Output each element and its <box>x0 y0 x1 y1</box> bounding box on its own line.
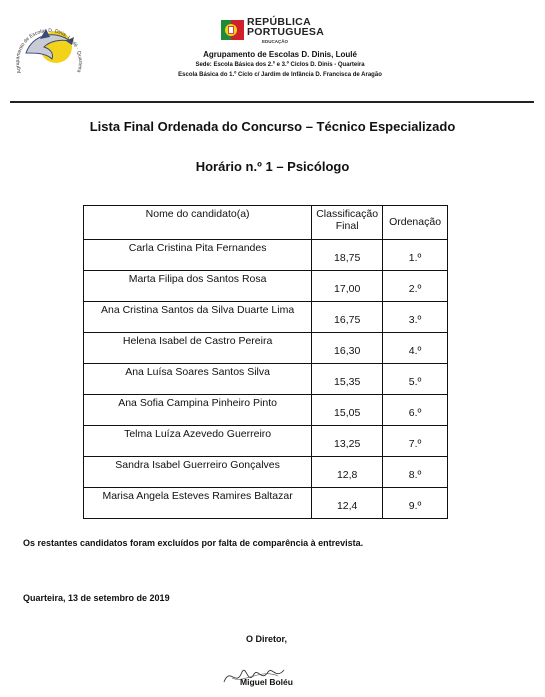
portuguese-flag-emblem-icon <box>220 16 246 44</box>
table-row <box>84 364 448 395</box>
candidate-score <box>312 240 383 271</box>
header-order <box>383 206 448 240</box>
republic-subtitle: EDUCAÇÃO <box>262 39 289 44</box>
candidate-rank <box>383 333 448 364</box>
candidate-rank <box>383 457 448 488</box>
candidate-name <box>84 240 312 271</box>
candidate-score-text: 16,30 <box>334 345 361 357</box>
school-other: Escola Básica do 1.º Ciclo c/ Jardim de Infância D. Francisca de Aragão <box>178 72 382 78</box>
candidate-name-text: Marisa Angela Esteves Ramires Baltazar <box>102 490 293 502</box>
candidate-rank <box>383 364 448 395</box>
director-name: Miguel Boléu <box>240 677 293 687</box>
republic-line-2: PORTUGUESA <box>247 26 325 38</box>
director-label: O Diretor, <box>245 634 287 644</box>
candidate-name-text: Carla Cristina Pita Fernandes <box>128 242 267 254</box>
table-row <box>84 271 448 302</box>
candidate-score-text: 13,25 <box>334 438 361 450</box>
candidate-rank <box>383 302 448 333</box>
candidate-name <box>84 271 312 302</box>
candidate-rank <box>383 488 448 519</box>
header-classification <box>312 206 383 240</box>
candidate-name-text: Ana Sofia Campina Pinheiro Pinto <box>118 397 277 409</box>
school-name: Agrupamento de Escolas D. Dinis, Loulé <box>203 50 357 59</box>
candidate-name <box>84 364 312 395</box>
candidate-score <box>312 395 383 426</box>
candidate-score-text: 17,00 <box>334 283 361 295</box>
candidate-score <box>312 302 383 333</box>
table-row <box>84 395 448 426</box>
results-table <box>83 205 448 519</box>
header-classification-line2: Final <box>335 220 359 232</box>
table-row <box>84 426 448 457</box>
table-row <box>84 333 448 364</box>
candidate-score <box>312 457 383 488</box>
header-order-label: Ordenação <box>389 216 442 228</box>
candidate-score-text: 16,75 <box>334 314 361 326</box>
candidate-rank-text: 2.º <box>408 283 422 295</box>
candidate-rank-text: 6.º <box>408 407 422 419</box>
candidate-score-text: 15,35 <box>334 376 361 388</box>
document-title: Lista Final Ordenada do Concurso – Técnico Especializado <box>89 119 456 134</box>
candidate-name-text: Sandra Isabel Guerreiro Gonçalves <box>115 459 280 471</box>
table-row <box>84 302 448 333</box>
candidate-rank <box>383 271 448 302</box>
candidate-name <box>84 488 312 519</box>
table-row <box>84 488 448 519</box>
candidate-score-text: 18,75 <box>334 252 361 264</box>
candidate-rank-text: 1.º <box>408 252 422 264</box>
document-subtitle: Horário n.º 1 – Psicólogo <box>195 159 350 174</box>
table-header-row <box>84 206 448 240</box>
candidate-score <box>312 364 383 395</box>
candidate-name-text: Helena Isabel de Castro Pereira <box>122 335 273 347</box>
table-row <box>84 240 448 271</box>
header-divider <box>10 101 534 103</box>
school-header <box>120 50 440 80</box>
candidate-score <box>312 488 383 519</box>
candidate-rank-text: 7.º <box>408 438 422 450</box>
table-row <box>84 457 448 488</box>
candidate-score-text: 12,4 <box>336 500 358 512</box>
place-date: Quarteira, 13 de setembro de 2019 <box>23 593 170 603</box>
school-logo <box>10 5 88 85</box>
candidate-score <box>312 271 383 302</box>
candidate-rank <box>383 426 448 457</box>
candidate-name <box>84 395 312 426</box>
republic-line-1: REPÚBLICA <box>247 16 311 28</box>
candidate-score-text: 15,05 <box>334 407 361 419</box>
candidate-rank-text: 3.º <box>408 314 422 326</box>
candidate-score <box>312 333 383 364</box>
candidate-rank <box>383 395 448 426</box>
logo-arc-text: Agrupamento de Escolas D. Dinis, Loulé · Quarteira <box>14 27 84 75</box>
exclusion-note: Os restantes candidatos foram excluídos por falta de comparência à entrevista. <box>23 538 364 548</box>
candidate-name <box>84 426 312 457</box>
candidate-name-text: Ana Cristina Santos da Silva Duarte Lima <box>101 304 295 316</box>
candidate-name <box>84 333 312 364</box>
dolphin-sun-logo-icon <box>10 5 88 85</box>
republic-title <box>247 17 324 37</box>
candidate-name <box>84 302 312 333</box>
candidate-name-text: Ana Luísa Soares Santos Silva <box>125 366 270 378</box>
candidate-score <box>312 426 383 457</box>
header-classification-line1: Classificação <box>316 208 379 220</box>
candidate-rank <box>383 240 448 271</box>
candidate-rank-text: 4.º <box>408 345 422 357</box>
candidate-name <box>84 457 312 488</box>
school-seat: Sede: Escola Básica dos 2.º e 3.º Ciclos D. Dinis - Quarteira <box>195 62 365 68</box>
candidate-name-text: Marta Filipa dos Santos Rosa <box>128 273 267 285</box>
candidate-name-text: Telma Luíza Azevedo Guerreiro <box>124 428 272 440</box>
candidate-rank-text: 5.º <box>408 376 422 388</box>
candidate-rank-text: 9.º <box>408 500 422 512</box>
candidate-score-text: 12,8 <box>336 469 358 481</box>
candidate-rank-text: 8.º <box>408 469 422 481</box>
header-name: Nome do candidato(a) <box>84 206 312 240</box>
